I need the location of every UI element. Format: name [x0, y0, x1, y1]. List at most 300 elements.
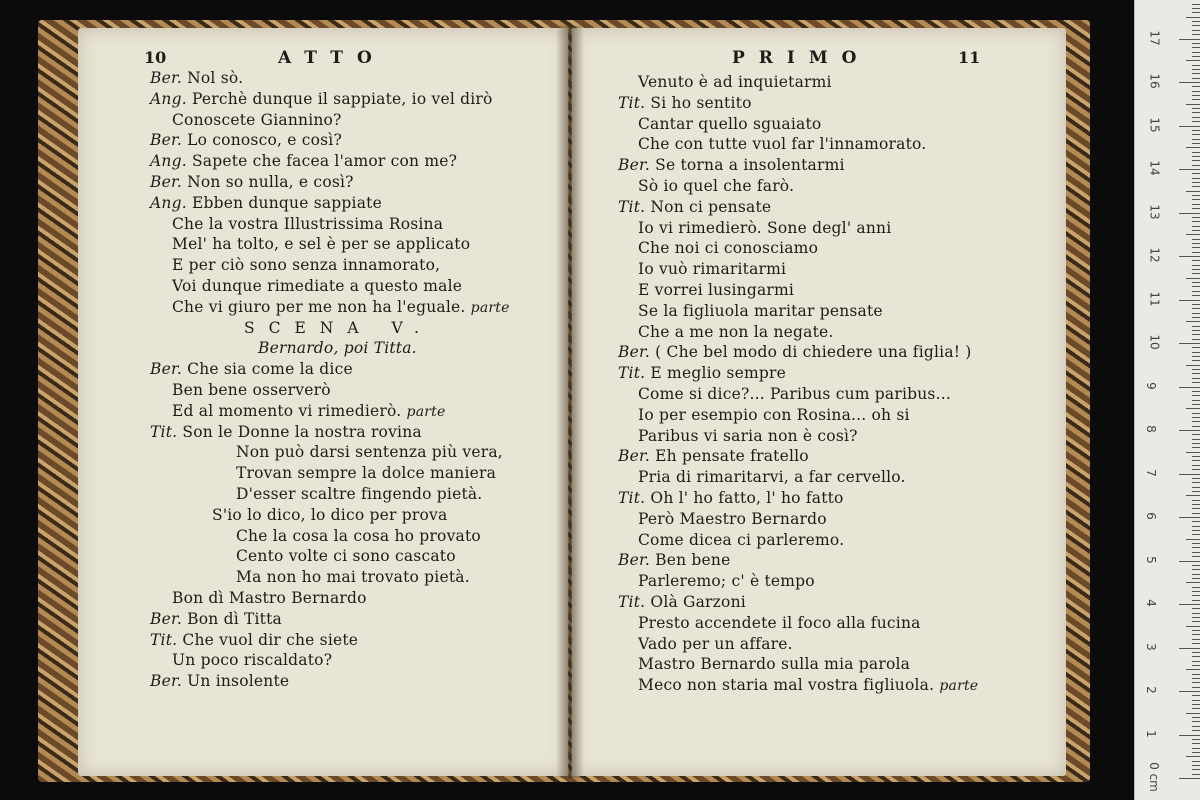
- ruler-tick: [1192, 765, 1200, 766]
- ruler-tick: [1192, 239, 1200, 240]
- ruler-tick: [1192, 656, 1200, 657]
- verse-line: [638, 134, 926, 154]
- verse-line: [150, 359, 353, 379]
- ruler-tick: [1192, 247, 1200, 248]
- ruler-tick: [1192, 674, 1200, 675]
- ruler-tick: [1192, 378, 1200, 379]
- ruler-tick: [1192, 504, 1200, 505]
- ruler-tick: [1192, 569, 1200, 570]
- ruler-tick: [1192, 226, 1200, 227]
- verse-line: [172, 588, 367, 608]
- verse-line: [150, 68, 243, 88]
- ruler-tick: [1192, 160, 1200, 161]
- ruler-tick: [1179, 474, 1200, 475]
- ruler-tick: [1192, 99, 1200, 100]
- verse-line: [150, 630, 358, 650]
- speaker-label: Ber.: [150, 609, 182, 628]
- line-text: Conoscete Giannino?: [172, 110, 342, 129]
- speaker-label: Tit.: [618, 593, 646, 611]
- line-text: Un poco riscaldato?: [172, 651, 333, 670]
- ruler-tick: [1179, 256, 1200, 257]
- ruler-tick: [1192, 395, 1200, 396]
- line-text: Si ho sentito: [650, 93, 752, 112]
- ruler-tick: [1192, 465, 1200, 466]
- ruler-number: 3: [1143, 642, 1158, 651]
- ruler-tick: [1192, 95, 1200, 96]
- ruler-tick: [1192, 34, 1200, 35]
- ruler-tick: [1192, 543, 1200, 544]
- ruler-tick: [1192, 73, 1200, 74]
- ruler-tick: [1192, 639, 1200, 640]
- ruler-number: 12: [1147, 247, 1162, 263]
- line-text: Olà Garzoni: [650, 593, 746, 611]
- line-text: Meco non staria mal vostra figliuola.: [638, 676, 935, 695]
- ruler-tick: [1192, 382, 1200, 383]
- ruler-tick: [1192, 443, 1200, 444]
- verse-line: [618, 446, 809, 466]
- aria-line: Ma non ho mai trovato pietà.: [236, 568, 470, 587]
- verse-line: [638, 613, 921, 633]
- ruler-tick: [1179, 126, 1200, 127]
- ruler-tick: [1179, 343, 1200, 344]
- ruler-tick: [1192, 708, 1200, 709]
- ruler-tick: [1186, 147, 1200, 148]
- ruler-tick: [1192, 352, 1200, 353]
- verse-line: [638, 301, 883, 321]
- ruler-tick: [1192, 456, 1200, 457]
- line-text: Nol sò.: [187, 69, 244, 87]
- ruler-tick: [1192, 391, 1200, 392]
- ruler-tick: [1192, 730, 1200, 731]
- speaker-label: Tit.: [618, 93, 646, 112]
- ruler-tick: [1192, 630, 1200, 631]
- verse-line: [172, 401, 445, 422]
- verse-line: [172, 650, 332, 670]
- ruler-number: 13: [1147, 203, 1162, 220]
- ruler-tick: [1192, 156, 1200, 157]
- ruler-tick: [1192, 112, 1200, 113]
- line-text: Sò io quel che farò.: [638, 177, 795, 195]
- aria-line: S'io lo dico, lo dico per prova: [212, 505, 448, 524]
- verse-line: [150, 172, 354, 192]
- verse-line: [638, 176, 794, 196]
- ruler-tick: [1186, 365, 1200, 366]
- ruler-tick: [1186, 539, 1200, 540]
- verse-line: [618, 550, 730, 570]
- ruler-number: 10: [1147, 334, 1162, 350]
- running-head: ATTO: [278, 48, 386, 68]
- speaker-label: Ber.: [618, 551, 650, 570]
- ruler-tick: [1192, 199, 1200, 200]
- line-text: Vado per un affare.: [638, 634, 793, 653]
- ruler-tick: [1192, 678, 1200, 679]
- aria-line: Che la cosa la cosa ho provato: [236, 526, 481, 545]
- ruler-tick: [1192, 108, 1200, 109]
- line-text: Cantar quello sguaiato: [638, 114, 822, 133]
- ruler-tick: [1192, 56, 1200, 57]
- ruler-tick: [1192, 260, 1200, 261]
- ruler-tick: [1192, 413, 1200, 414]
- ruler-tick: [1192, 478, 1200, 479]
- ruler-tick: [1192, 565, 1200, 566]
- ruler-tick: [1192, 243, 1200, 244]
- verse-line: [638, 426, 858, 446]
- ruler-tick: [1192, 591, 1200, 592]
- ruler-tick: [1186, 756, 1200, 757]
- ruler-number: 0 cm: [1146, 762, 1161, 792]
- ruler-tick: [1192, 595, 1200, 596]
- verse-line: [150, 193, 382, 213]
- ruler-tick: [1192, 400, 1200, 401]
- ruler-tick: [1192, 748, 1200, 749]
- line-text: E per ciò sono senza innamorato,: [172, 256, 441, 275]
- ruler-tick: [1179, 300, 1200, 301]
- speaker-label: Ang.: [150, 152, 187, 171]
- ruler-tick: [1192, 117, 1200, 118]
- verse-line: [150, 422, 422, 442]
- speaker-label: Ber.: [618, 156, 650, 175]
- line-text: ( Che bel modo di chiedere una figlia! ): [655, 343, 972, 362]
- verse-line: [638, 530, 844, 550]
- verse-line: [638, 634, 793, 654]
- speaker-label: Tit.: [150, 630, 178, 649]
- ruler-tick: [1192, 739, 1200, 740]
- verse-line: [638, 280, 794, 300]
- ruler-tick: [1192, 617, 1200, 618]
- right-page: [572, 28, 1066, 776]
- ruler-tick: [1192, 717, 1200, 718]
- ruler-tick: [1186, 495, 1200, 496]
- ruler-tick: [1192, 578, 1200, 579]
- verse-line: [638, 259, 786, 279]
- ruler-tick: [1192, 134, 1200, 135]
- line-text: Non so nulla, e così?: [187, 173, 354, 191]
- ruler-tick: [1192, 130, 1200, 131]
- ruler-tick: [1192, 347, 1200, 348]
- ruler-tick: [1192, 521, 1200, 522]
- ruler-tick: [1186, 452, 1200, 453]
- line-text: Eh pensate fratello: [655, 447, 809, 466]
- ruler-tick: [1192, 8, 1200, 9]
- verse-line: [172, 110, 342, 130]
- ruler-number: 11: [1147, 290, 1162, 307]
- line-text: Bon dì Mastro Bernardo: [172, 589, 367, 607]
- ruler-tick: [1192, 665, 1200, 666]
- verse-line: [638, 218, 891, 238]
- speaker-label: Ber.: [150, 69, 182, 87]
- line-text: Che vuol dir che siete: [182, 630, 359, 649]
- ruler-tick: [1192, 704, 1200, 705]
- ruler-number: 6: [1143, 512, 1158, 520]
- ruler-tick: [1179, 82, 1200, 83]
- ruler-tick: [1192, 286, 1200, 287]
- ruler-tick: [1192, 12, 1200, 13]
- ruler-tick: [1186, 234, 1200, 235]
- ruler-tick: [1192, 500, 1200, 501]
- line-text: Come dicea ci parleremo.: [638, 530, 845, 549]
- ruler-number: 14: [1147, 160, 1162, 176]
- ruler-tick: [1192, 417, 1200, 418]
- line-text: Son le Donne la nostra rovina: [182, 422, 422, 441]
- line-text: Ebben dunque sappiate: [191, 193, 382, 212]
- verse-line: [638, 467, 906, 487]
- line-text: Che noi ci conosciamo: [638, 239, 819, 258]
- ruler-number: 4: [1143, 599, 1158, 607]
- speaker-label: Tit.: [618, 489, 646, 507]
- ruler-number: 17: [1147, 29, 1162, 46]
- ruler-tick: [1192, 426, 1200, 427]
- ruler-tick: [1192, 308, 1200, 309]
- verse-line: [638, 322, 834, 342]
- ruler-tick: [1192, 761, 1200, 762]
- ruler-tick: [1186, 60, 1200, 61]
- aria-line: Non può darsi sentenza più vera,: [236, 443, 503, 462]
- ruler-tick: [1186, 626, 1200, 627]
- line-text: Ben bene osserverò: [172, 381, 331, 399]
- ruler-number: 1: [1143, 729, 1158, 738]
- ruler-tick: [1192, 460, 1200, 461]
- ruler-tick: [1186, 582, 1200, 583]
- verse-line: [172, 234, 470, 254]
- speaker-label: Ber.: [150, 672, 182, 691]
- line-text: Che con tutte vuol far l'innamorato.: [638, 135, 927, 154]
- ruler-tick: [1192, 439, 1200, 440]
- verse-line: [618, 488, 844, 508]
- ruler-tick: [1192, 547, 1200, 548]
- ruler-tick: [1192, 726, 1200, 727]
- ruler-tick: [1192, 304, 1200, 305]
- ruler-tick: [1192, 65, 1200, 66]
- ruler-tick: [1179, 387, 1200, 388]
- ruler-tick: [1179, 691, 1200, 692]
- ruler-tick: [1192, 52, 1200, 53]
- ruler-tick: [1192, 404, 1200, 405]
- line-text: Parleremo; c' è tempo: [638, 572, 815, 591]
- ruler-tick: [1186, 669, 1200, 670]
- ruler-tick: [1192, 334, 1200, 335]
- ruler-tick: [1192, 487, 1200, 488]
- line-text: Bon dì Titta: [187, 609, 282, 628]
- ruler-tick: [1192, 608, 1200, 609]
- speaker-label: Ang.: [150, 193, 187, 212]
- verse-line: [172, 297, 510, 318]
- ruler-tick: [1192, 317, 1200, 318]
- ruler-tick: [1192, 373, 1200, 374]
- verse-line: [618, 592, 746, 612]
- ruler-tick: [1192, 295, 1200, 296]
- scene-title: SCENA V.: [244, 318, 433, 337]
- line-text: Però Maestro Bernardo: [638, 509, 827, 528]
- verse-line: [618, 363, 786, 383]
- line-text: Che vi giuro per me non ha l'eguale.: [172, 297, 466, 316]
- ruler-tick: [1192, 91, 1200, 92]
- aria-line: Trovan sempre la dolce maniera: [236, 464, 497, 483]
- ruler-tick: [1192, 221, 1200, 222]
- ruler-tick: [1192, 43, 1200, 44]
- ruler-tick: [1192, 173, 1200, 174]
- verse-line: [150, 151, 457, 171]
- ruler-tick: [1192, 273, 1200, 274]
- ruler-tick: [1192, 556, 1200, 557]
- ruler-tick: [1192, 269, 1200, 270]
- ruler-tick: [1192, 208, 1200, 209]
- line-text: Mel' ha tolto, e sel è per se applicato: [172, 235, 471, 254]
- aria-line: D'esser scaltre fingendo pietà.: [236, 485, 483, 503]
- ruler-tick: [1192, 152, 1200, 153]
- ruler-tick: [1192, 513, 1200, 514]
- ruler-tick: [1192, 530, 1200, 531]
- verse-line: [172, 214, 443, 234]
- ruler-tick: [1192, 421, 1200, 422]
- line-text: Paribus vi saria non è così?: [638, 426, 858, 445]
- verse-line: [618, 197, 771, 217]
- speaker-label: Ber.: [150, 173, 182, 191]
- line-text: Perchè dunque il sappiate, io vel dirò: [191, 89, 493, 108]
- speaker-label: Ang.: [150, 89, 187, 108]
- line-text: E meglio sempre: [650, 364, 786, 383]
- verse-line: [618, 93, 752, 113]
- ruler-tick: [1192, 182, 1200, 183]
- speaker-label: Ber.: [150, 131, 182, 150]
- stage-direction: parte: [470, 299, 510, 316]
- ruler-tick: [1192, 643, 1200, 644]
- ruler-tick: [1179, 430, 1200, 431]
- ruler-tick: [1192, 139, 1200, 140]
- line-text: Ben bene: [655, 551, 731, 570]
- ruler-tick: [1192, 469, 1200, 470]
- ruler-tick: [1192, 204, 1200, 205]
- ruler-tick: [1179, 169, 1200, 170]
- ruler-tick: [1179, 735, 1200, 736]
- stage-direction: parte: [406, 403, 446, 420]
- ruler-tick: [1192, 252, 1200, 253]
- verse-line: [618, 155, 845, 175]
- ruler-tick: [1192, 652, 1200, 653]
- line-text: Io vuò rimaritarmi: [638, 260, 787, 279]
- ruler-tick: [1192, 186, 1200, 187]
- verse-line: [638, 384, 951, 404]
- ruler-tick: [1192, 165, 1200, 166]
- line-text: Che la vostra Illustrissima Rosina: [172, 214, 444, 233]
- ruler-number: 7: [1143, 468, 1158, 477]
- verse-line: [172, 255, 440, 275]
- ruler-tick: [1192, 508, 1200, 509]
- ruler-tick: [1192, 30, 1200, 31]
- ruler-tick: [1192, 339, 1200, 340]
- line-text: Pria di rimaritarvi, a far cervello.: [638, 468, 906, 487]
- ruler-tick: [1186, 104, 1200, 105]
- speaker-label: Ber.: [150, 360, 182, 379]
- verse-line: [638, 654, 910, 674]
- speaker-label: Tit.: [150, 422, 178, 441]
- verse-line: [150, 130, 342, 150]
- ruler-tick: [1186, 191, 1200, 192]
- ruler-tick: [1192, 86, 1200, 87]
- verse-line: [618, 342, 972, 362]
- ruler-tick: [1192, 774, 1200, 775]
- ruler-tick: [1192, 482, 1200, 483]
- ruler-tick: [1192, 700, 1200, 701]
- ruler-tick: [1192, 217, 1200, 218]
- ruler-tick: [1192, 752, 1200, 753]
- ruler-tick: [1192, 178, 1200, 179]
- ruler-tick: [1179, 213, 1200, 214]
- verse-line: [638, 114, 821, 134]
- left-page: [78, 28, 568, 776]
- ruler-tick: [1192, 634, 1200, 635]
- line-text: Mastro Bernardo sulla mia parola: [638, 655, 911, 674]
- ruler-tick: [1186, 17, 1200, 18]
- ruler-tick: [1192, 313, 1200, 314]
- page-number: 11: [958, 48, 981, 67]
- line-text: Io per esempio con Rosina... oh si: [638, 405, 910, 424]
- ruler-number: 15: [1147, 116, 1162, 133]
- ruler-tick: [1192, 121, 1200, 122]
- ruler-tick: [1192, 360, 1200, 361]
- line-text: Come si dice?... Paribus cum paribus...: [638, 385, 951, 403]
- ruler-tick: [1192, 526, 1200, 527]
- aria-line: Cento volte ci sono cascato: [236, 547, 456, 566]
- verse-line: [150, 671, 289, 691]
- scene-persons: Bernardo, poi Titta.: [258, 339, 417, 358]
- ruler-tick: [1192, 230, 1200, 231]
- ruler-tick: [1192, 282, 1200, 283]
- ruler-number: 5: [1143, 555, 1158, 564]
- ruler-tick: [1192, 69, 1200, 70]
- ruler-tick: [1186, 713, 1200, 714]
- line-text: Lo conosco, e così?: [187, 131, 342, 150]
- ruler-tick: [1192, 587, 1200, 588]
- ruler-tick: [1179, 39, 1200, 40]
- ruler-tick: [1192, 721, 1200, 722]
- ruler-tick: [1186, 278, 1200, 279]
- ruler-tick: [1192, 534, 1200, 535]
- line-text: Che a me non la negate.: [638, 322, 834, 341]
- line-text: Sapete che facea l'amor con me?: [191, 152, 458, 171]
- ruler-tick: [1192, 682, 1200, 683]
- verse-line: [172, 380, 331, 400]
- ruler-tick: [1192, 447, 1200, 448]
- ruler-tick: [1192, 769, 1200, 770]
- ruler-tick: [1179, 648, 1200, 649]
- verse-line: [638, 675, 978, 696]
- verse-line: [150, 609, 282, 629]
- line-text: Che sia come la dice: [187, 360, 353, 379]
- ruler-number: 2: [1143, 686, 1158, 694]
- verse-line: [172, 276, 462, 296]
- ruler-tick: [1179, 517, 1200, 518]
- verse-line: [638, 571, 815, 591]
- line-text: E vorrei lusingarmi: [638, 281, 795, 299]
- verse-line: [150, 89, 493, 109]
- ruler-tick: [1192, 600, 1200, 601]
- line-text: Ed al momento vi rimedierò.: [172, 401, 402, 420]
- ruler-tick: [1179, 778, 1200, 779]
- stage-direction: parte: [939, 678, 979, 695]
- ruler-number: 8: [1143, 425, 1158, 433]
- ruler-tick: [1192, 369, 1200, 370]
- ruler-tick: [1192, 47, 1200, 48]
- ruler-tick: [1186, 321, 1200, 322]
- ruler-tick: [1192, 4, 1200, 5]
- line-text: Oh l' ho fatto, l' ho fatto: [650, 489, 844, 507]
- ruler-tick: [1192, 195, 1200, 196]
- ruler-tick: [1192, 552, 1200, 553]
- line-text: Non ci pensate: [650, 197, 772, 216]
- ruler-tick: [1192, 265, 1200, 266]
- ruler-number: 16: [1147, 73, 1162, 89]
- ruler-tick: [1192, 613, 1200, 614]
